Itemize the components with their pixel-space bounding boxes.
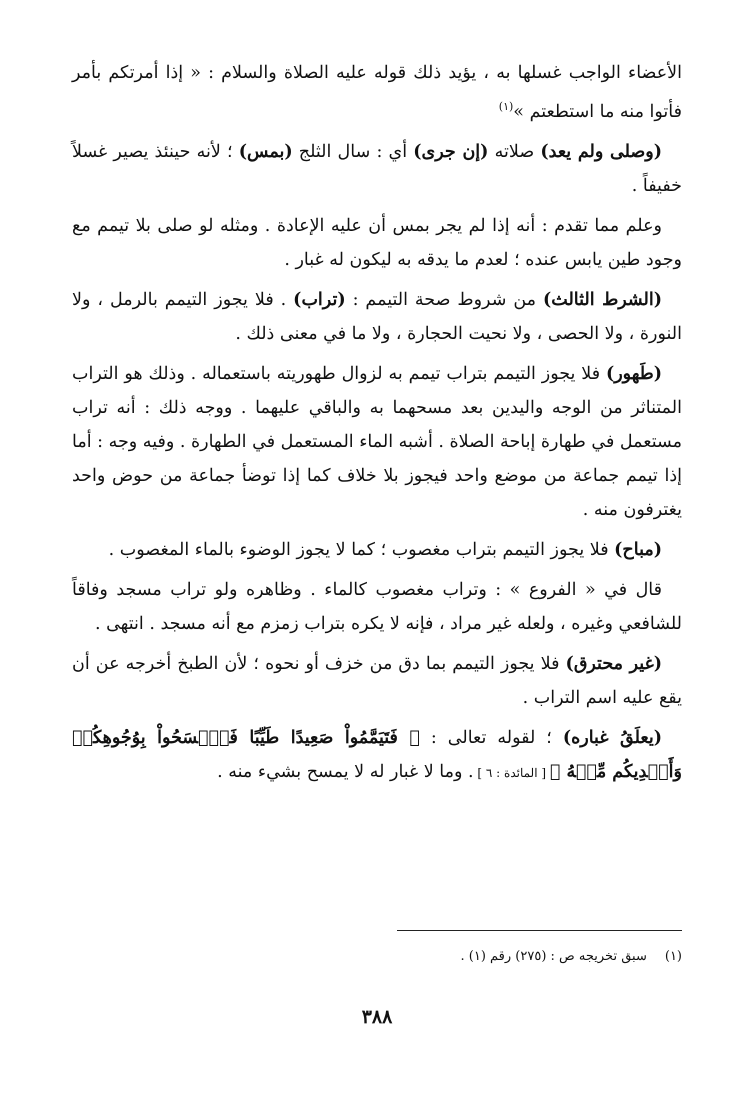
bold-term: (مباح) — [614, 539, 662, 560]
footnote-text: سبق تخريجه ص : (٢٧٥) رقم (١) . — [460, 949, 647, 964]
footnote — [72, 946, 682, 968]
paragraph-4 — [72, 283, 682, 351]
paragraph-5 — [72, 357, 682, 527]
paragraph-1 — [72, 56, 682, 129]
paragraph-text: صلاته — [488, 141, 541, 162]
paragraph-3 — [72, 209, 682, 277]
paragraph-text: فلا يجوز التيمم بما دق من خزف أو نحوه ؛ لأن الطبخ أخرجه عن أن يقع عليه اسم التراب . — [72, 653, 682, 708]
page-body — [72, 56, 682, 1056]
bold-term: (الشرط الثالث) — [542, 289, 663, 310]
paragraph-7 — [72, 573, 682, 641]
paragraph-9 — [72, 721, 682, 790]
footnote-number: (١) — [664, 949, 682, 964]
bold-term: (غير محترق) — [565, 653, 662, 674]
paragraph-text: ؛ لأنه حينئذ يصير غسلاً خفيفاً . — [72, 141, 682, 196]
bold-term: (يعلَقُ غباره) — [562, 727, 662, 748]
paragraph-text: وعلم مما تقدم : أنه إذا لم يجر بمس أن عليه الإعادة . ومثله لو صلى بلا تيمم مع وجود طين يابس عنده ؛ لعدم ما يدقه به ليكون له غبار . — [72, 215, 682, 270]
footnote-marker: (١) — [498, 100, 514, 113]
paragraph-6 — [72, 533, 682, 567]
paragraph-text: فلا يجوز التيمم بتراب تيمم به لزوال طهوريته باستعماله . وذلك هو التراب المتناثر من الوجه واليدين بعد مسحهما به والباقي عليهما . ووجه ذلك : أنه تراب مستعمل في طهارة إباحة الصلاة . أشبه الماء المستعمل في الطهارة . وفيه وجه : أما إذا تيمم جماعة من موضع واحد فيجوز بلا خلاف كما إذا توضأ جماعة من حوض واحد يغترفون منه . — [72, 363, 682, 520]
paragraph-2 — [72, 135, 682, 203]
paragraph-text: من شروط صحة التيمم : — [345, 289, 543, 310]
paragraph-text: الأعضاء الواجب غسلها به ، يؤيد ذلك قوله عليه الصلاة والسلام : « إذا أمرتكم بأمر فأتوا منه ما استطعتم » — [72, 63, 682, 122]
paragraph-text: . وما لا غبار له لا يمسح بشيء منه . — [217, 761, 474, 782]
bold-term: (وصلى ولم يعد) — [540, 141, 662, 162]
footnote-divider — [397, 930, 682, 931]
paragraph-text: أي : سال الثلج — [292, 141, 414, 162]
bold-term: (طَهور) — [605, 363, 662, 384]
bold-term: (تراب) — [293, 289, 346, 310]
verse-reference: [ المائدة : ٦ ] — [473, 765, 550, 780]
quran-verse: ﴿ فَتَيَمَّمُواْ صَعِيدًا طَيِّبًا فَٱمۡسَحُواْ بِوُجُوهِكُمۡ وَأَيۡدِيكُم مِّنۡهُ ﴾ — [72, 727, 682, 782]
paragraph-8 — [72, 647, 682, 715]
bold-term: (بمس) — [238, 141, 293, 162]
paragraph-text: . فلا يجوز التيمم بالرمل ، ولا النورة ، ولا الحصى ، ولا نحيت الحجارة ، ولا ما في معنى ذلك . — [72, 289, 682, 344]
paragraph-text: فلا يجوز التيمم بتراب مغصوب ؛ كما لا يجوز الوضوء بالماء المغصوب . — [108, 539, 615, 560]
page-number: ٣٨٨ — [361, 1006, 393, 1028]
paragraph-text: ؛ لقوله تعالى : — [419, 727, 563, 748]
paragraph-text: قال في « الفروع » : وتراب مغصوب كالماء . وظاهره ولو تراب مسجد وفاقاً للشافعي وغيره ، ولعله غير مراد ، فإنه لا يكره بتراب زمزم مع أنه مسجد . انتهى . — [72, 579, 682, 634]
bold-term: (إن جرى) — [413, 141, 489, 162]
